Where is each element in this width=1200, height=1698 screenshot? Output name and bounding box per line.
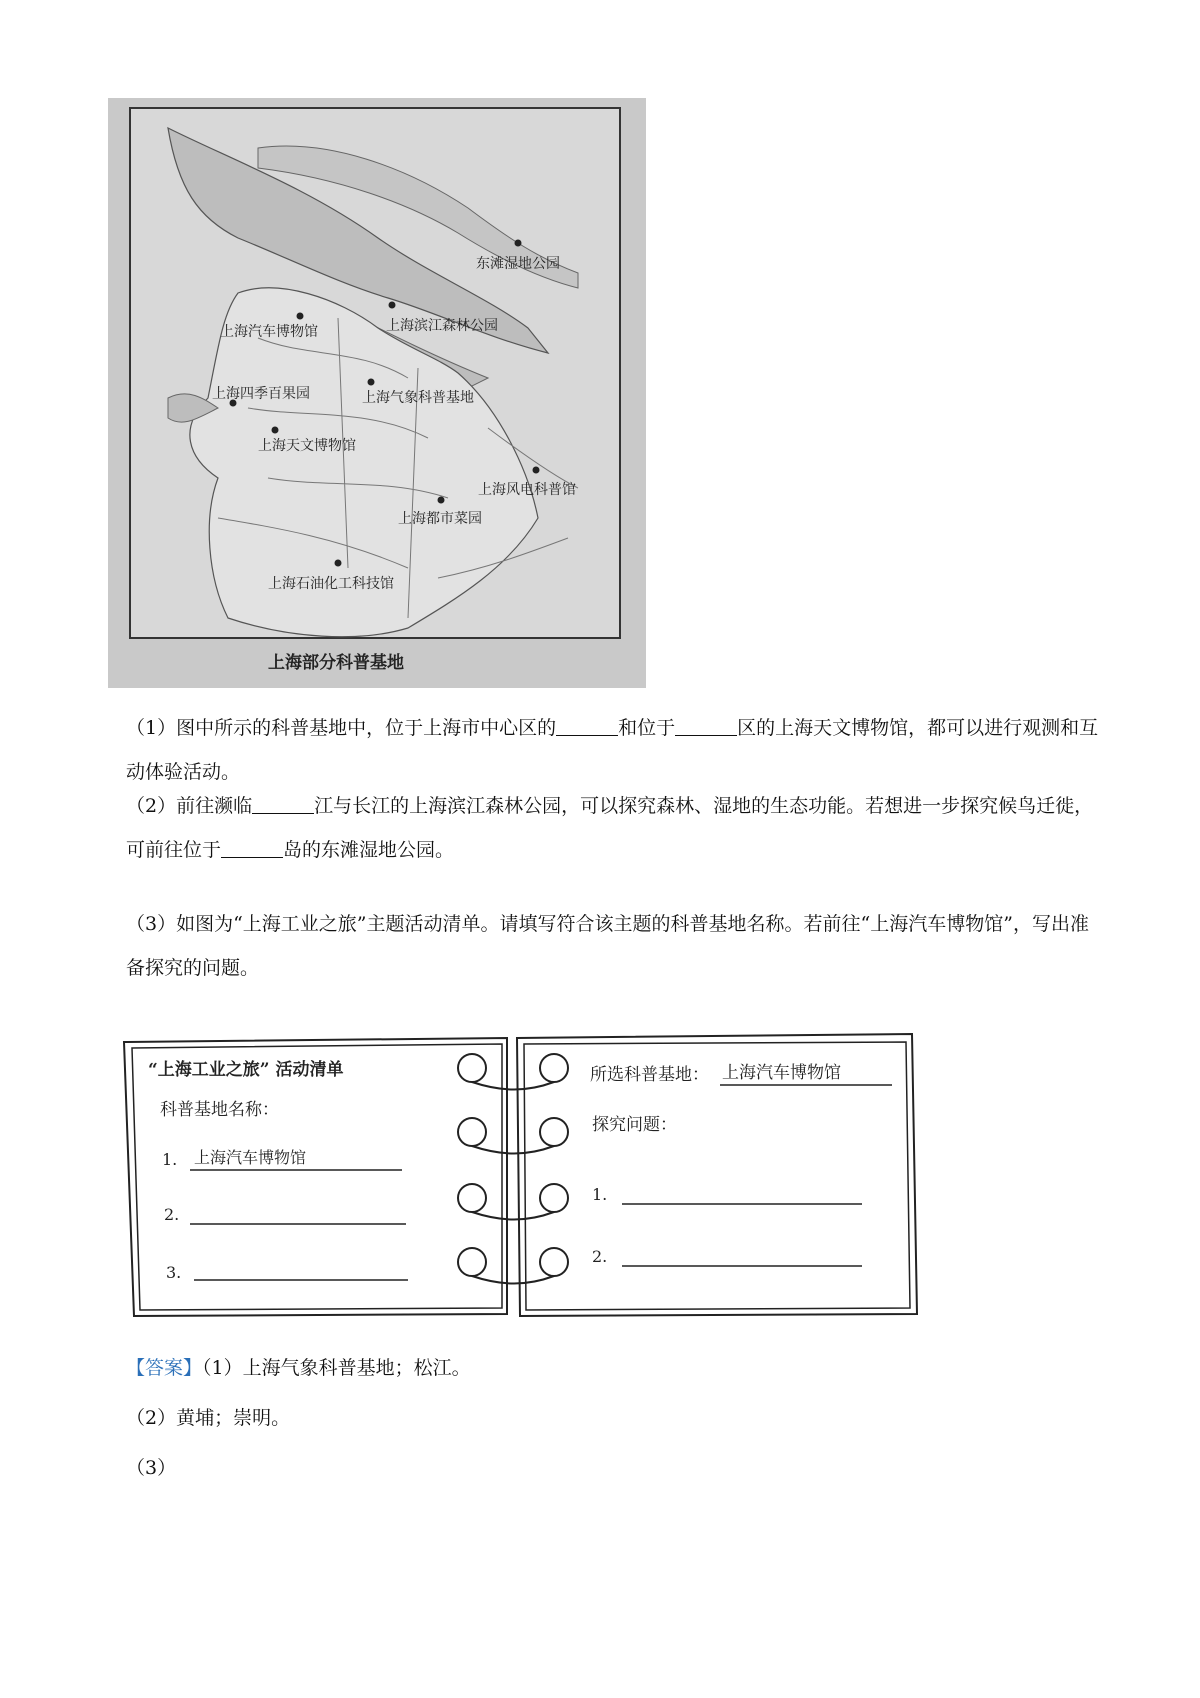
notebook-right-value: 上海汽车博物馆 <box>722 1063 841 1083</box>
map-caption: 上海部分科普基地 <box>268 653 404 673</box>
q2-prefix: （2）前往濒临 <box>126 795 253 817</box>
answer-block <box>126 1343 471 1493</box>
answer-line-1 <box>126 1343 471 1393</box>
activity-notebook <box>122 1030 922 1320</box>
map-label-fruit-garden: 上海四季百果园 <box>212 386 310 402</box>
map-label-wind-power: 上海风电科普馆 <box>478 482 576 498</box>
answer-text-1: （1）上海气象科普基地；松江。 <box>202 1357 471 1379</box>
map-label-urban-garden: 上海都市菜园 <box>398 511 482 527</box>
answer-line-2: （2）黄埔；崇明。 <box>126 1407 291 1429</box>
q1-prefix: （1）图中所示的科普基地中，位于上海市中心区的 <box>126 717 557 739</box>
map-label-auto-museum: 上海汽车博物馆 <box>220 324 318 340</box>
map-dot <box>389 302 396 309</box>
map-dot <box>297 313 304 320</box>
question-2 <box>126 784 1106 872</box>
q1-suffix: 区的上海天文博物馆，都可以进行观测和互动体验活动。 <box>126 717 1099 783</box>
notebook-drawing <box>122 1030 922 1320</box>
question-1 <box>126 706 1106 794</box>
map-figure <box>108 98 646 688</box>
map-label-petrochemical: 上海石油化工科技馆 <box>268 576 394 592</box>
question-3: （3）如图为“上海工业之旅”主题活动清单。请填写符合该主题的科普基地名称。若前往“上海汽车博物馆”，写出准备探究的问题。 <box>126 913 1089 979</box>
map-dot <box>438 497 445 504</box>
q1-blank-1 <box>556 714 618 736</box>
answer-line-3: （3） <box>126 1457 177 1479</box>
map-dot <box>533 467 540 474</box>
map-dot <box>368 379 375 386</box>
q1-middle: 和位于 <box>618 717 676 739</box>
q1-blank-2 <box>675 714 737 736</box>
q2-blank-1 <box>252 792 314 814</box>
map-image <box>108 98 646 688</box>
q2-blank-2 <box>221 836 283 858</box>
map-dot <box>272 427 279 434</box>
notebook-left-subtitle: 科普基地名称： <box>160 1100 279 1120</box>
notebook-left-title: “上海工业之旅” 活动清单 <box>148 1060 344 1080</box>
notebook-left-num-2: 2. <box>164 1205 180 1224</box>
notebook-right-num-2: 2. <box>592 1247 608 1266</box>
notebook-left-num-1: 1. <box>162 1150 178 1169</box>
q2-middle: 江与长江的上海滨江森林公园，可以探究森林、湿地的生态功能。若想进一步探究候鸟迁徙，可前往位于 <box>126 795 1094 861</box>
notebook-left-value-1: 上海汽车博物馆 <box>194 1148 307 1167</box>
answer-tag: 【答案】 <box>126 1357 203 1379</box>
notebook-right-subtitle: 探究问题： <box>592 1115 677 1135</box>
map-dot <box>335 560 342 567</box>
map-label-dongtan: 东滩湿地公园 <box>476 256 560 272</box>
notebook-right-num-1: 1. <box>592 1185 608 1204</box>
notebook-right-label: 所选科普基地： <box>590 1065 709 1085</box>
map-label-meteorology: 上海气象科普基地 <box>362 390 474 406</box>
map-label-binjiang-park: 上海滨江森林公园 <box>386 318 498 334</box>
q2-suffix: 岛的东滩湿地公园。 <box>283 839 455 861</box>
map-dot <box>515 240 522 247</box>
notebook-left-num-3: 3. <box>166 1263 182 1282</box>
map-label-astronomy: 上海天文博物馆 <box>258 438 356 454</box>
